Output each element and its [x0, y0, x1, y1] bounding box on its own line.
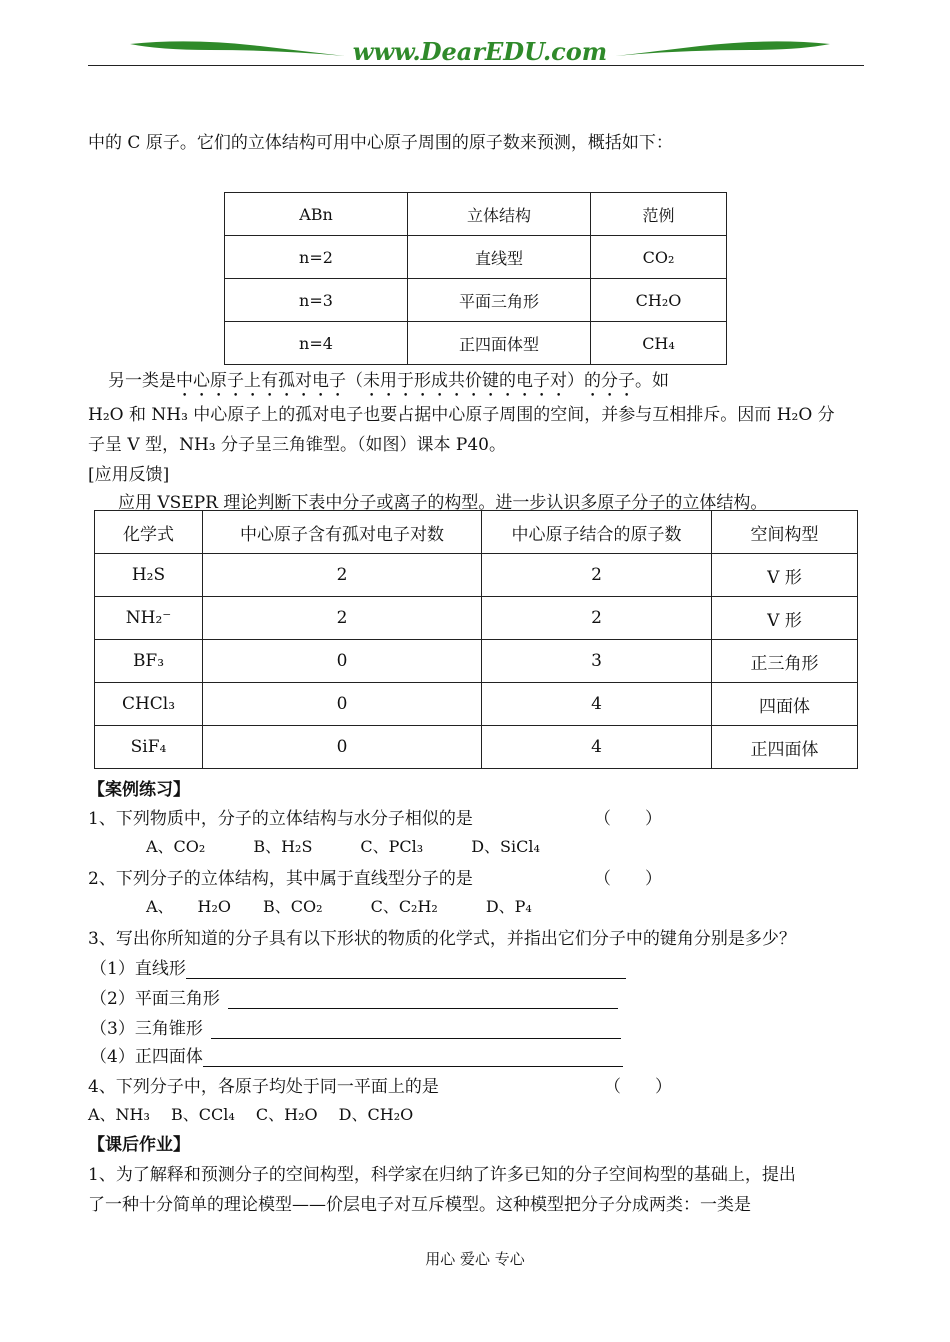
cases-heading: 【案例练习】	[88, 780, 190, 800]
table-header-row	[225, 193, 727, 236]
q4-options: A、NH₃ B、CCl₄ C、H₂O D、CH₂O	[88, 1105, 414, 1124]
logo-text: www.DearEDU.com	[352, 37, 608, 66]
table-cell: 2	[203, 597, 482, 640]
q3-item-tetrahedral	[90, 1042, 623, 1067]
table-cell: n=3	[225, 279, 408, 322]
para2-line3: 子呈 V 型，NH₃ 分子呈三角锥型。（如图）课本 P40。	[88, 435, 506, 455]
table-cell: 平面三角形	[408, 279, 591, 322]
header-cell: ABn	[225, 193, 408, 236]
table-cell: H₂S	[95, 554, 203, 597]
table-cell: 3	[482, 640, 712, 683]
table-cell: SiF₄	[95, 726, 203, 769]
table-row	[225, 322, 727, 365]
table-cell: BF₃	[95, 640, 203, 683]
table-cell: 0	[203, 683, 482, 726]
table-row	[95, 640, 858, 683]
page-footer: 用心 爱心 专心	[425, 1250, 525, 1268]
intro-line: 中的 C 原子。它们的立体结构可用中心原子周围的原子数来预测，概括如下：	[88, 133, 673, 153]
table-cell: 直线型	[408, 236, 591, 279]
para2-prefix: 另一类是	[108, 371, 176, 391]
q3-text: 3、写出你所知道的分子具有以下形状的物质的化学式，并指出它们分子中的键角分别是多少？	[88, 929, 796, 949]
para2-emphasis: 中心原子上有孤对电子（未用于形成共价键的电子对）的分子	[176, 371, 635, 391]
para2-line2: H₂O 和 NH₃ 中心原子上的孤对电子也要占据中心原子周围的空间，并参与互相排斥。因而 H₂O 分	[88, 405, 835, 425]
q1-options: A、CO₂ B、H₂S C、PCl₃ D、SiCl₄	[146, 837, 540, 856]
answer-line	[228, 990, 618, 1009]
header-cell: 立体结构	[408, 193, 591, 236]
table-row	[95, 683, 858, 726]
table-cell: 四面体	[712, 683, 858, 726]
answer-line	[211, 1020, 621, 1039]
table-cell: 2	[482, 554, 712, 597]
q3-item-label: （4）正四面体	[90, 1047, 203, 1067]
q3-item-planar	[90, 984, 618, 1009]
table-cell: CO₂	[591, 236, 727, 279]
answer-line	[186, 960, 626, 979]
q2-options: A、 H₂O B、CO₂ C、C₂H₂ D、P₄	[146, 897, 532, 916]
q3-item-label: （3）三角锥形	[90, 1019, 203, 1039]
table-row	[95, 726, 858, 769]
logo-left-swoosh	[130, 41, 345, 56]
table-header-row	[95, 511, 858, 554]
abn-structure-table	[224, 192, 727, 365]
table-cell: V 形	[712, 597, 858, 640]
para2-suffix: 。如	[635, 371, 669, 391]
header-rule	[88, 65, 864, 66]
homework-heading: 【课后作业】	[88, 1135, 190, 1155]
table-cell: n=4	[225, 322, 408, 365]
q4-text: 4、下列分子中，各原子均处于同一平面上的是	[88, 1077, 439, 1097]
table-row	[225, 236, 727, 279]
table-row	[225, 279, 727, 322]
table-cell: 4	[482, 683, 712, 726]
table-cell: 正三角形	[712, 640, 858, 683]
table-cell: 0	[203, 640, 482, 683]
q3-item-label: （2）平面三角形	[90, 989, 220, 1009]
vsepr-table	[94, 510, 858, 769]
q1-text: 1、下列物质中，分子的立体结构与水分子相似的是	[88, 809, 473, 829]
table-row	[95, 554, 858, 597]
q2-text: 2、下列分子的立体结构，其中属于直线型分子的是	[88, 869, 473, 889]
table-cell: NH₂⁻	[95, 597, 203, 640]
table-cell: CH₂O	[591, 279, 727, 322]
q1-answer-blank: （ ）	[594, 809, 662, 829]
header-cell: 化学式	[95, 511, 203, 554]
q3-item-pyramidal	[90, 1014, 621, 1039]
header-cell: 中心原子结合的原子数	[482, 511, 712, 554]
table-row	[95, 597, 858, 640]
logo-right-swoosh	[615, 41, 830, 56]
q2-answer-blank: （ ）	[594, 869, 662, 889]
q4-answer-blank: （ ）	[604, 1077, 672, 1097]
hw1-line2: 了一种十分简单的理论模型——价层电子对互斥模型。这种模型把分子分成两类：一类是	[88, 1195, 751, 1215]
header-cell: 空间构型	[712, 511, 858, 554]
feedback-intro: 应用 VSEPR 理论判断下表中分子或离子的构型。进一步认识多原子分子的立体结构。	[118, 493, 768, 513]
table-cell: n=2	[225, 236, 408, 279]
q3-item-linear	[90, 954, 626, 979]
table-cell: CHCl₃	[95, 683, 203, 726]
site-logo	[130, 28, 830, 70]
table-cell: 4	[482, 726, 712, 769]
feedback-heading: [应用反馈]	[88, 465, 170, 485]
table-cell: 2	[482, 597, 712, 640]
q3-item-label: （1）直线形	[90, 959, 186, 979]
para2-line1	[108, 366, 669, 401]
table-cell: 0	[203, 726, 482, 769]
table-cell: V 形	[712, 554, 858, 597]
table-cell: 正四面体型	[408, 322, 591, 365]
header-cell: 中心原子含有孤对电子对数	[203, 511, 482, 554]
table-cell: 正四面体	[712, 726, 858, 769]
hw1-line1: 1、为了解释和预测分子的空间构型，科学家在归纳了许多已知的分子空间构型的基础上，提出	[88, 1165, 796, 1185]
header-cell: 范例	[591, 193, 727, 236]
answer-line	[203, 1048, 623, 1067]
table-cell: 2	[203, 554, 482, 597]
table-cell: CH₄	[591, 322, 727, 365]
